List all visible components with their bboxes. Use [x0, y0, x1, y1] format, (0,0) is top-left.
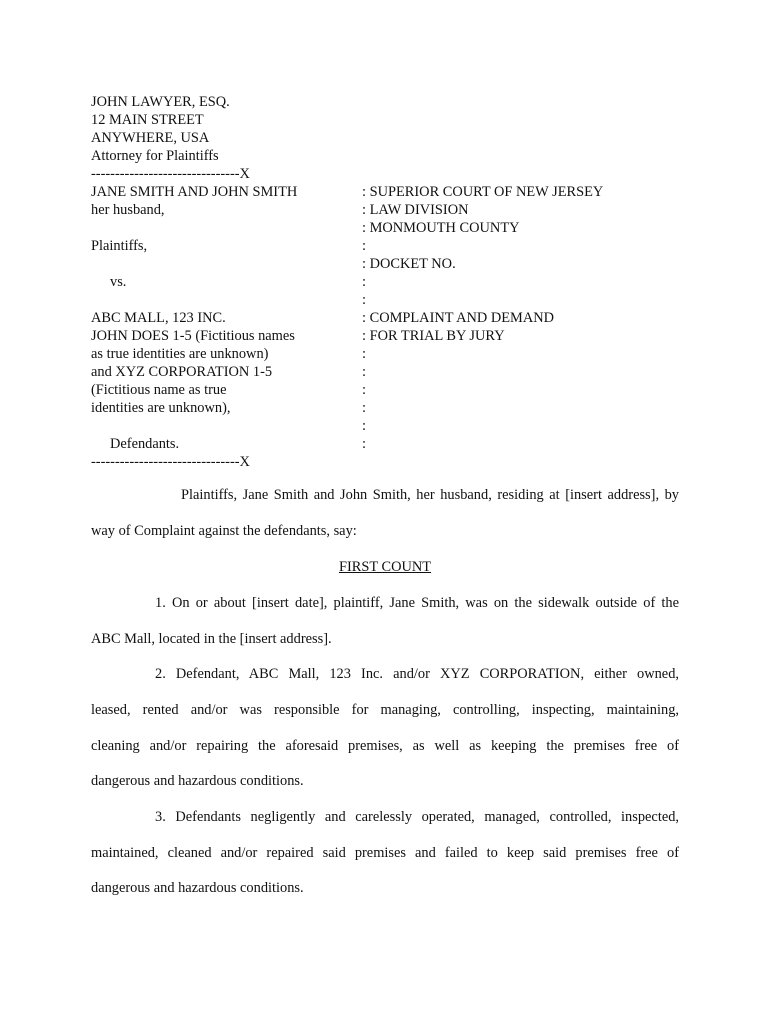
- plaintiffs-names: JANE SMITH AND JOHN SMITH: [91, 184, 298, 200]
- caption-colon: :: [362, 274, 366, 290]
- defendant-line: ABC MALL, 123 INC.: [91, 310, 226, 326]
- court-division: : LAW DIVISION: [362, 202, 469, 218]
- caption-colon: :: [362, 364, 366, 380]
- caption-colon: :: [362, 346, 366, 362]
- caption-colon: :: [362, 400, 366, 416]
- count-heading: [0, 558, 770, 576]
- caption-colon: :: [362, 436, 366, 452]
- defendant-line: (Fictitious name as true: [91, 382, 227, 398]
- caption-colon: :: [362, 292, 366, 308]
- caption-divider-top: -------------------------------X: [91, 166, 250, 182]
- attorney-role: Attorney for Plaintiffs: [91, 148, 219, 164]
- document-title: : COMPLAINT AND DEMAND: [362, 310, 555, 326]
- paragraph-line: dangerous and hazardous conditions.: [91, 880, 304, 896]
- document-title: : FOR TRIAL BY JURY: [362, 328, 505, 344]
- caption-divider-bottom: -------------------------------X: [91, 454, 250, 470]
- paragraph-line: dangerous and hazardous conditions.: [91, 773, 304, 789]
- defendant-line: and XYZ CORPORATION 1-5: [91, 364, 273, 380]
- paragraph-line: maintained, cleaned and/or repaired said premises and failed to keep said premises free of: [91, 845, 679, 861]
- caption-colon: :: [362, 238, 366, 254]
- court-county: : MONMOUTH COUNTY: [362, 220, 520, 236]
- caption-colon: :: [362, 382, 366, 398]
- defendant-line: identities are unknown),: [91, 400, 231, 416]
- docket-number: : DOCKET NO.: [362, 256, 456, 272]
- paragraph-line: 3. Defendants negligently and carelessly operated, managed, controlled, inspected,: [155, 809, 679, 825]
- attorney-street: 12 MAIN STREET: [91, 112, 204, 128]
- paragraph-line: cleaning and/or repairing the aforesaid premises, as well as keeping the premises free of: [91, 738, 679, 754]
- paragraph-line: 2. Defendant, ABC Mall, 123 Inc. and/or XYZ CORPORATION, either owned,: [155, 666, 679, 682]
- attorney-city: ANYWHERE, USA: [91, 130, 210, 146]
- paragraph-line: leased, rented and/or was responsible for managing, controlling, inspecting, maintaining,: [91, 702, 679, 718]
- versus-label: vs.: [110, 274, 127, 290]
- defendant-line: JOHN DOES 1-5 (Fictitious names: [91, 328, 295, 344]
- plaintiffs-label: Plaintiffs,: [91, 238, 148, 254]
- plaintiffs-relation: her husband,: [91, 202, 165, 218]
- defendants-label: Defendants.: [110, 436, 180, 452]
- attorney-name: JOHN LAWYER, ESQ.: [91, 94, 230, 110]
- court-name: : SUPERIOR COURT OF NEW JERSEY: [362, 184, 604, 200]
- paragraph-line: ABC Mall, located in the [insert address].: [91, 631, 332, 647]
- intro-paragraph: way of Complaint against the defendants, say:: [91, 523, 357, 539]
- count-heading-text: FIRST COUNT: [338, 559, 432, 575]
- caption-colon: :: [362, 418, 366, 434]
- paragraph-line: 1. On or about [insert date], plaintiff, Jane Smith, was on the sidewalk outside of the: [155, 595, 679, 611]
- intro-paragraph: Plaintiffs, Jane Smith and John Smith, her husband, residing at [insert address], by: [181, 487, 679, 503]
- defendant-line: as true identities are unknown): [91, 346, 269, 362]
